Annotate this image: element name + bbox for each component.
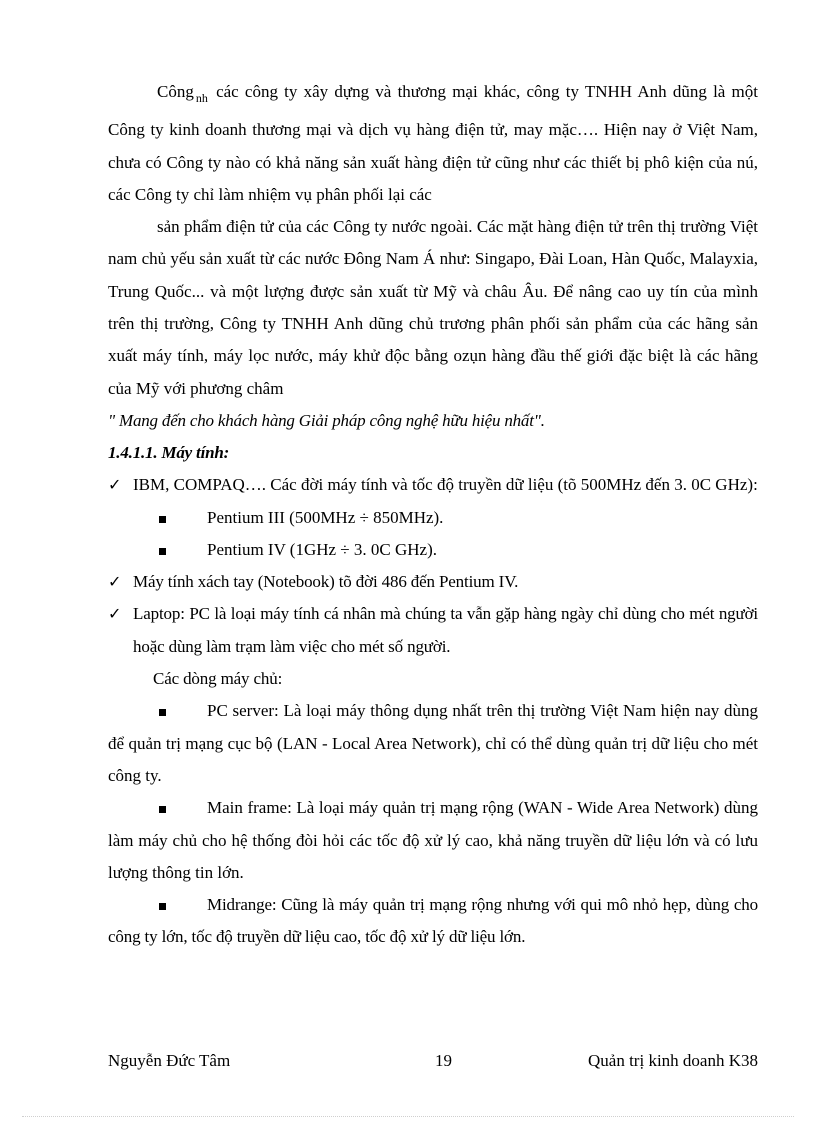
intro-paragraph-1 [108,76,758,211]
server-item-pc-text: PC server: Là loại máy thông dụng nhất trên thị trường Việt Nam hiện nay dùng để quản trị mạng cục bộ (LAN - Local Area Network), chỉ có thể dùng quản trị dữ liệu cho mét công ty. [108,701,758,785]
square-bullet-icon [159,903,166,910]
intro-p2-text: sản phẩm điện tử của các Công ty nước ngoài. Các mặt hàng điện tử trên thị trường Việt nam chủ yếu sản xuất từ các nước Đông Nam Á như: Singapo, Đài Loan, Hàn Quốc, Malayxia, Trung Quốc... và một lượng được sản xuất từ Mỹ và châu Âu. Để nâng cao uy tín của mình trên thị trường, Công ty TNHH Anh dũng chủ trương phân phối sản phẩm của các hãng sản xuất máy tính, máy lọc nước, máy khử độc bằng ozụn hàng đầu thế giới đặc biệt là các hãng của Mỹ với phương châm [108,217,758,398]
page-number: 19 [435,1051,452,1070]
footer-author: Nguyễn Đức Tâm [108,1051,231,1070]
check-item-laptop-text: Laptop: PC là loại máy tính cá nhân mà chúng ta vẫn gặp hàng ngày chỉ dùng cho mét người hoặc dùng làm trạm làm việc cho mét số người. [133,604,758,656]
intro-p1-start: Công [157,82,194,101]
intro-paragraph-2 [108,211,758,437]
server-item-pc [108,695,758,792]
check-item-ibm-text: IBM, COMPAQ…. Các đời máy tính và tốc độ truyền dữ liệu (tõ 500MHz đến 3. 0C GHz): [133,475,758,495]
bullet-item-pentium-iii-text: Pentium III (500MHz ÷ 850MHz). [207,507,444,527]
square-bullet-icon [159,709,166,716]
server-item-mainframe-text: Main frame: Là loại máy quản trị mạng rộng (WAN - Wide Area Network) dùng làm máy chủ cho hệ thống đòi hỏi các tốc độ xử lý cao, khả năng truyền dữ liệu lớn và có lưu lượng thông tin lớn. [108,798,758,882]
square-bullet-icon [159,806,166,813]
check-icon: ✓ [108,475,122,495]
bullet-item-pentium-iv-text: Pentium IV (1GHz ÷ 3. 0C GHz). [207,539,437,559]
check-item-ibm [108,469,758,501]
page-bottom-divider [22,1116,794,1117]
check-icon: ✓ [108,604,122,624]
server-item-midrange [108,889,758,954]
server-item-midrange-text: Midrange: Cũng là máy quản trị mạng rộng nhưng với qui mô nhỏ hẹp, dùng cho công ty lớn, tốc độ truyền dữ liệu cao, tốc độ xử lý dữ liệu lớn. [108,895,758,947]
page-body [108,76,758,954]
intro-p1-rest: các công ty xây dựng và thương mại khác, công ty TNHH Anh dũng là một Công ty kinh doanh thương mại và dịch vụ hàng điện tử, may mặc…. Hiện nay ở Việt Nam, chưa có Công ty nào có khả năng sản xuất hàng điện tử cũng như các thiết bị phô kiện của nú, các Công ty chỉ làm nhiệm vụ phân phối lại các [108,82,758,204]
intro-p1-subscript: nh [195,91,208,105]
check-item-laptop [108,598,758,663]
section-heading: 1.4.1.1. Máy tính: [108,443,230,463]
footer-course: Quản trị kinh doanh K38 [588,1051,758,1070]
square-bullet-icon [159,548,166,555]
check-icon: ✓ [108,572,122,592]
servers-label: Các dòng máy chủ: [153,669,283,689]
bullet-item-pentium-iii [108,502,758,534]
check-item-notebook [108,566,758,598]
square-bullet-icon [159,516,166,523]
page-footer [108,1051,758,1071]
company-slogan: " Mang đến cho khách hàng Giải pháp công nghệ hữu hiệu nhất". [108,410,545,430]
check-item-notebook-text: Máy tính xách tay (Notebook) tõ đời 486 đến Pentium IV. [133,572,519,592]
server-item-mainframe [108,792,758,889]
bullet-item-pentium-iv [108,534,758,566]
